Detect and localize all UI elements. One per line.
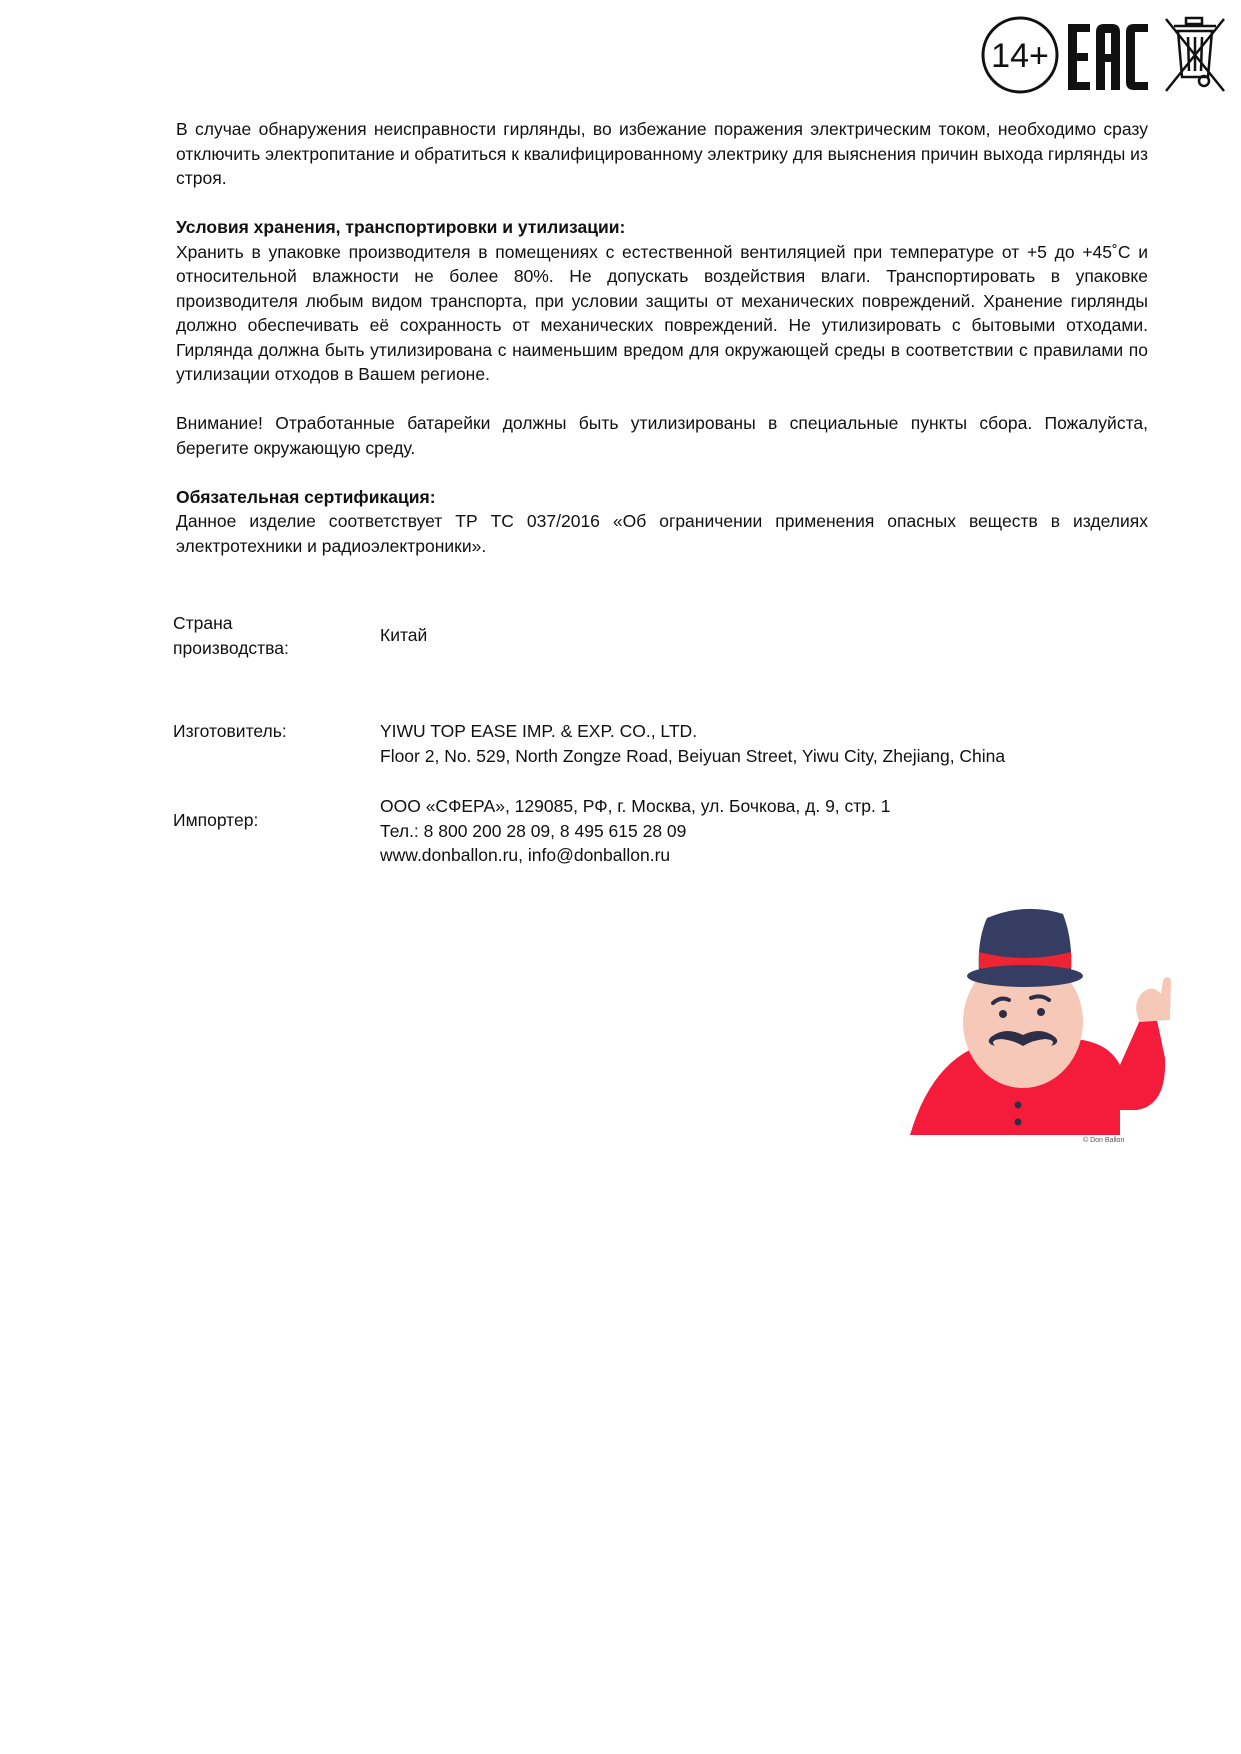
battery-warning: Внимание! Отработанные батарейки должны быть утилизированы в специальные пункты сбора. Пожалуйста, берегите окружающую среду. — [176, 413, 1148, 458]
storage-paragraph: Хранить в упаковке производителя в помещениях с естественной вентиляцией при температуре от +5 до +45˚С и относительной влажности не более 80%. Не допускать воздействия влаги. Транспортировать в упаковке производителя любым видом транспорта, при условии защиты от механических повреждений. Хранение гирлянды должно обеспечивать её сохранность от механических повреждений. Не утилизировать с бытовыми отходами. Гирлянда должна быть утилизирована с наименьшим вредом для окружающей среды в соответствии с правилами по утилизации отходов в Вашем регионе. — [176, 241, 1148, 384]
eac-mark-icon — [1068, 24, 1150, 90]
intro-paragraph: В случае обнаружения неисправности гирлянды, во избежание поражения электрическим током, необходимо сразу отключить электропитание и обратиться к квалифицированному электрику для выяснения причин выхода гирлянды из строя. — [176, 119, 1148, 188]
importer-phone: Тел.: 8 800 200 28 09, 8 495 615 28 09 — [380, 820, 687, 841]
importer-address: ООО «СФЕРА», 129085, РФ, г. Москва, ул. Бочкова, д. 9, стр. 1 — [380, 796, 891, 816]
importer-contacts[interactable]: www.donballon.ru, info@donballon.ru — [380, 845, 671, 865]
certification-heading: Обязательная сертификация: — [176, 486, 436, 507]
don-ballon-mascot — [905, 900, 1180, 1155]
country-label: Страна производства: — [173, 613, 289, 658]
manufacturer-value — [380, 719, 1140, 768]
svg-text:14+: 14+ — [991, 37, 1049, 75]
certification-paragraph: Данное изделие соответствует ТР ТС 037/2016 «Об ограничении применения опасных веществ в изделиях электротехники и радиоэлектроники». — [176, 511, 1148, 556]
mascot-copyright: © Don Ballon — [1083, 1137, 1125, 1144]
crossed-bin-icon — [1162, 15, 1228, 95]
country-value: Китай — [380, 625, 428, 645]
certification-marks — [980, 12, 1230, 98]
age-rating-icon — [980, 15, 1060, 95]
importer-label: Импортер: — [173, 810, 259, 830]
importer-value — [380, 794, 1140, 868]
manufacturer-address: Floor 2, No. 529, North Zongze Road, Beiyuan Street, Yiwu City, Zhejiang, China — [380, 745, 1006, 766]
manufacturer-name: YIWU TOP EASE IMP. & EXP. CO., LTD. — [380, 721, 698, 741]
manufacturer-label: Изготовитель: — [173, 721, 287, 741]
storage-heading: Условия хранения, транспортировки и утилизации: — [176, 217, 626, 237]
document-body — [176, 117, 1148, 558]
